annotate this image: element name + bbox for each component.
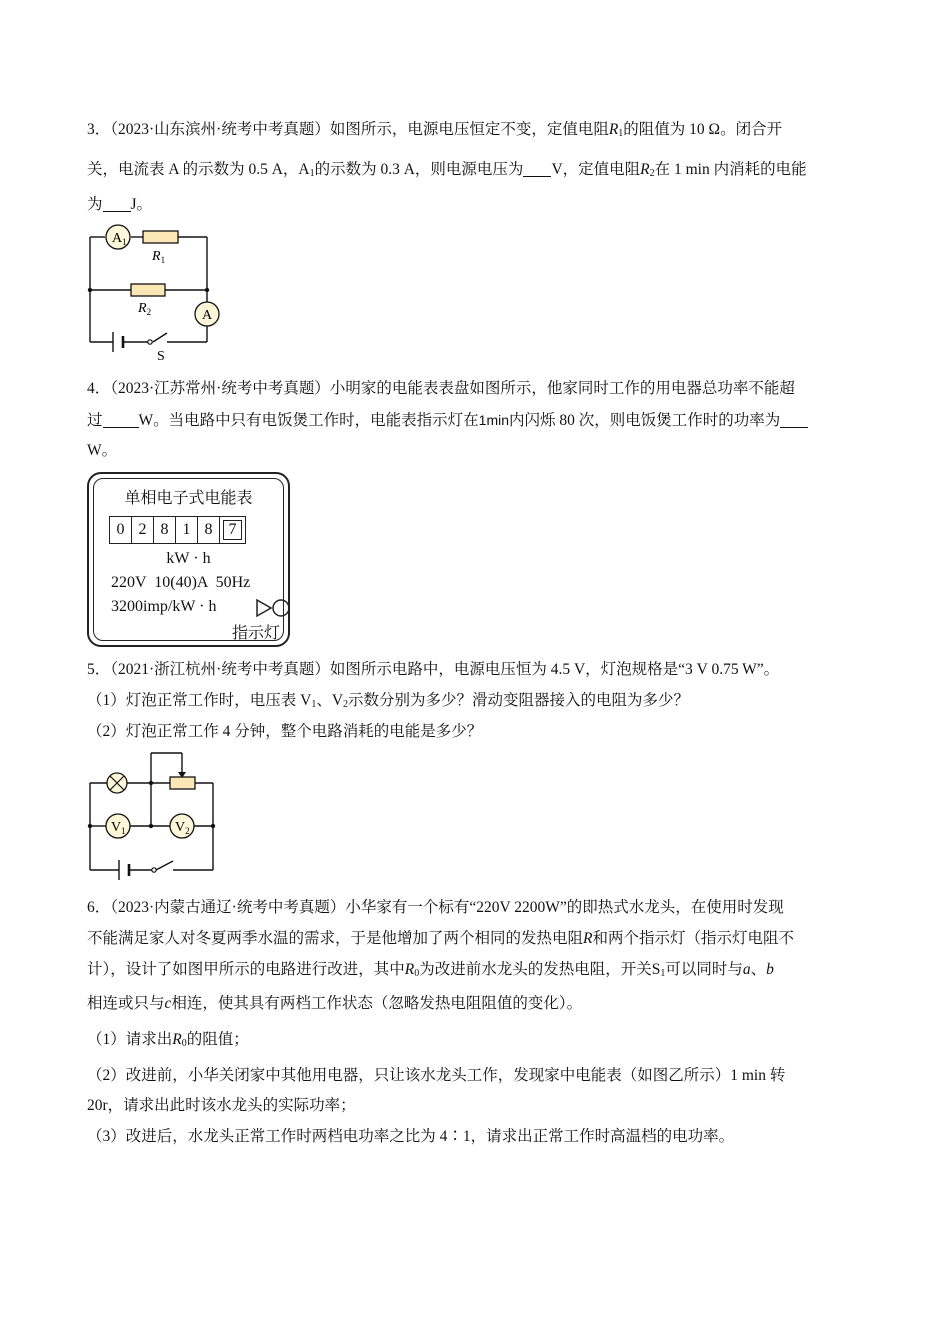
q6-part-2-line-1: （2）改进前，小华关闭家中其他用电器，只让该水龙头工作，发现家中电能表（如图乙所示）1 min 转	[87, 1067, 786, 1084]
svg-text:R1: $R_1$	[152, 249, 166, 265]
meter-digit: 2	[132, 516, 154, 544]
meter-digit: 8	[154, 516, 176, 544]
energy-meter-dial	[87, 472, 290, 647]
meter-title: 单相电子式电能表	[124, 490, 253, 507]
q5-line-3: （2）灯泡正常工作 4 分钟，整个电路消耗的电能是多少？	[87, 723, 483, 740]
q6-line-2: 不能满足家人对冬夏两季水温的需求，于是他增加了两个相同的发热电阻R和两个指示灯（指示灯电阻不	[87, 930, 794, 947]
q6-part-1: （1）请求出$R_0$的阻值；	[87, 1031, 249, 1049]
q3-circuit-diagram	[85, 222, 220, 364]
svg-text:V1: $V_1$	[111, 820, 126, 836]
rheostat-icon	[170, 777, 195, 789]
resistor-r1	[143, 231, 178, 243]
q4-line-1: 4．（2023·江苏常州·统考中考真题）小明家的电能表表盘如图所示，他家同时工作的用电器总功率不能超	[87, 380, 795, 397]
q3-line-2: 关，电流表 A 的示数为 0.5 A，$A_1$的示数为 0.3 A，则电源电压为 V，定值电阻$R_2$在 1 min 内消耗的电能	[87, 161, 807, 179]
svg-text:V2: $V_2$	[175, 820, 190, 836]
q5-line-2: （1）灯泡正常工作时，电压表 $V_1$、$V_2$示数分别为多少？滑动变阻器接入的电阻为多少？	[87, 692, 690, 710]
q4-line-3: W。	[87, 442, 118, 459]
resistor-r2	[131, 284, 165, 296]
meter-digit: 0	[109, 516, 132, 544]
meter-digit-decimal: 7	[220, 516, 246, 544]
meter-digits	[109, 516, 246, 544]
meter-digit: 8	[198, 516, 220, 544]
answer-blank[interactable]	[103, 412, 139, 428]
meter-digit: 1	[176, 516, 198, 544]
svg-text:R2: $R_2$	[138, 301, 152, 317]
meter-spec: 220V 10(40)A 50Hz	[111, 574, 251, 591]
q6-part-2-line-2: 20r，请求出此时该水龙头的实际功率；	[87, 1097, 356, 1114]
answer-blank[interactable]	[780, 412, 808, 428]
q6-part-3: （3）改进后，水龙头正常工作时两档电功率之比为 4∶1，请求出正常工作时高温档的电功率。	[87, 1128, 735, 1145]
svg-text:S: S	[157, 349, 165, 364]
q6-line-4: 相连或只与c相连，使其具有两档工作状态（忽略发热电阻阻值的变化）。	[87, 995, 583, 1012]
meter-imp: 3200imp/kW · h	[111, 598, 217, 615]
answer-blank[interactable]	[523, 161, 551, 177]
meter-indicator-label: 指示灯	[231, 625, 280, 642]
answer-blank[interactable]	[103, 196, 131, 212]
q5-circuit-diagram	[85, 748, 220, 883]
q3-line-3: 为 J。	[87, 196, 153, 213]
svg-text:A: A	[202, 308, 213, 323]
q4-line-2: 过 W。当电路中只有电饭煲工作时，电能表指示灯在1min内闪烁 80 次，则电饭煲工作时的功率为	[87, 410, 808, 431]
q6-line-3: 计），设计了如图甲所示的电路进行改进，其中$R_0$为改进前水龙头的发热电阻，开关$S_1$可以同时与a、b	[87, 961, 774, 979]
q6-line-1: 6．（2023·内蒙古通辽·统考中考真题）小华家有一个标有“220V 2200W”的即热式水龙头，在使用时发现	[87, 899, 784, 916]
q5-line-1: 5．（2021·浙江杭州·统考中考真题）如图所示电路中，电源电压恒为 4.5 V，灯泡规格是“3 V 0.75 W”。	[87, 661, 780, 678]
meter-unit: kW · h	[166, 550, 211, 567]
q3-line-1: 3．（2023·山东滨州·统考中考真题）如图所示，电源电压恒定不变，定值电阻$R_1$的阻值为 10 Ω。闭合开	[87, 121, 783, 139]
svg-text:A1: $A_1$	[112, 231, 127, 247]
indicator-lamp-icon	[255, 598, 289, 618]
